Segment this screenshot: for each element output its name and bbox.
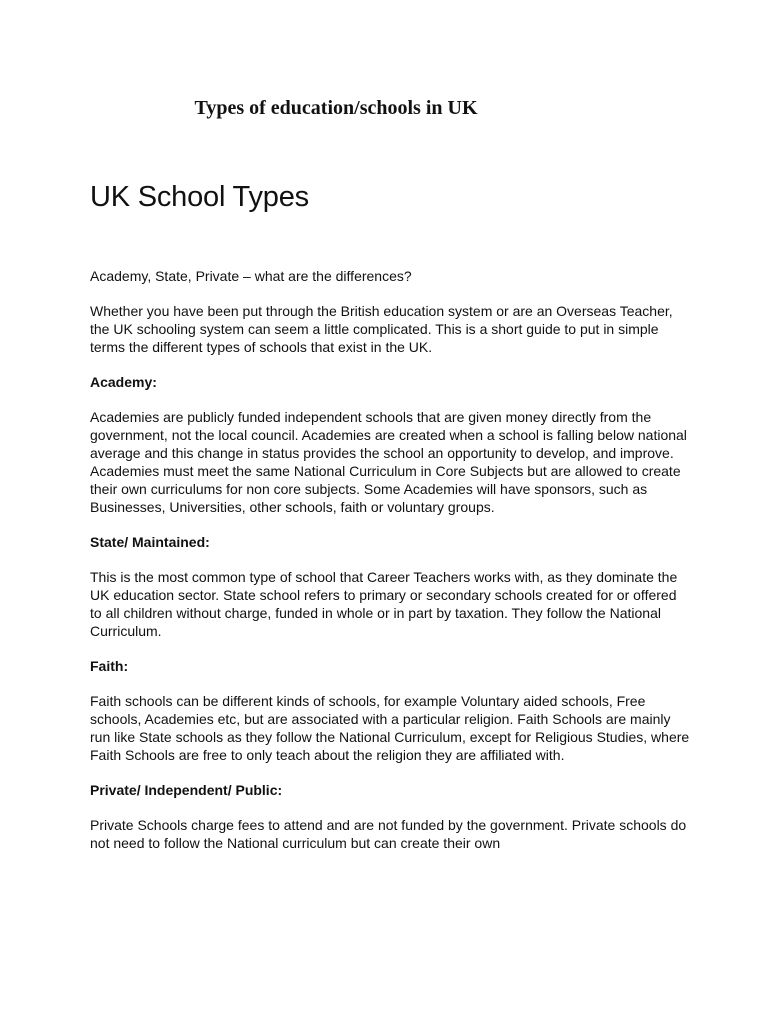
academy-paragraph: Academies are publicly funded independent schools that are given money directly from the government, not the local council. Academies are created when a school is falling below national average and this change in status provides the school an opportunity to develop, and improve. Academies must meet the same National Curriculum in Core Subjects but are allowed to create their own curriculums for non core subjects. Some Academies will have sponsors, such as Businesses, Universities, other schools, faith or voluntary groups.: [90, 409, 687, 515]
private-independent-public-paragraph: Private Schools charge fees to attend and are not funded by the government. Private schools do not need to follow the National curriculum but can create their own: [90, 817, 687, 851]
main-heading: UK School Types: [90, 181, 309, 213]
document-title: Types of education/schools in UK: [194, 97, 478, 119]
state-maintained-heading: State/ Maintained:: [90, 534, 210, 550]
faith-paragraph: Faith schools can be different kinds of schools, for example Voluntary aided schools, Free schools, Academies etc, but are associated with a particular religion. Faith Schools are mainly run like State schools as they follow the National Curriculum, except for Religious Studies, where Faith Schools are free to only teach about the religion they are affiliated with.: [90, 693, 690, 763]
subtitle-line: Academy, State, Private – what are the differences?: [90, 268, 412, 284]
document-body: [90, 267, 690, 869]
academy-heading: Academy:: [90, 374, 157, 390]
state-maintained-paragraph: This is the most common type of school that Career Teachers works with, as they dominate the UK education sector. State school refers to primary or secondary schools created for or offered to all children without charge, funded in whole or in part by taxation. They follow the National Curriculum.: [90, 569, 678, 639]
faith-heading: Faith:: [90, 658, 129, 674]
private-independent-public-heading: Private/ Independent/ Public:: [90, 782, 283, 798]
intro-paragraph: Whether you have been put through the British education system or are an Overseas Teacher, the UK schooling system can seem a little complicated. This is a short guide to put in simple terms the different types of schools that exist in the UK.: [90, 303, 673, 355]
